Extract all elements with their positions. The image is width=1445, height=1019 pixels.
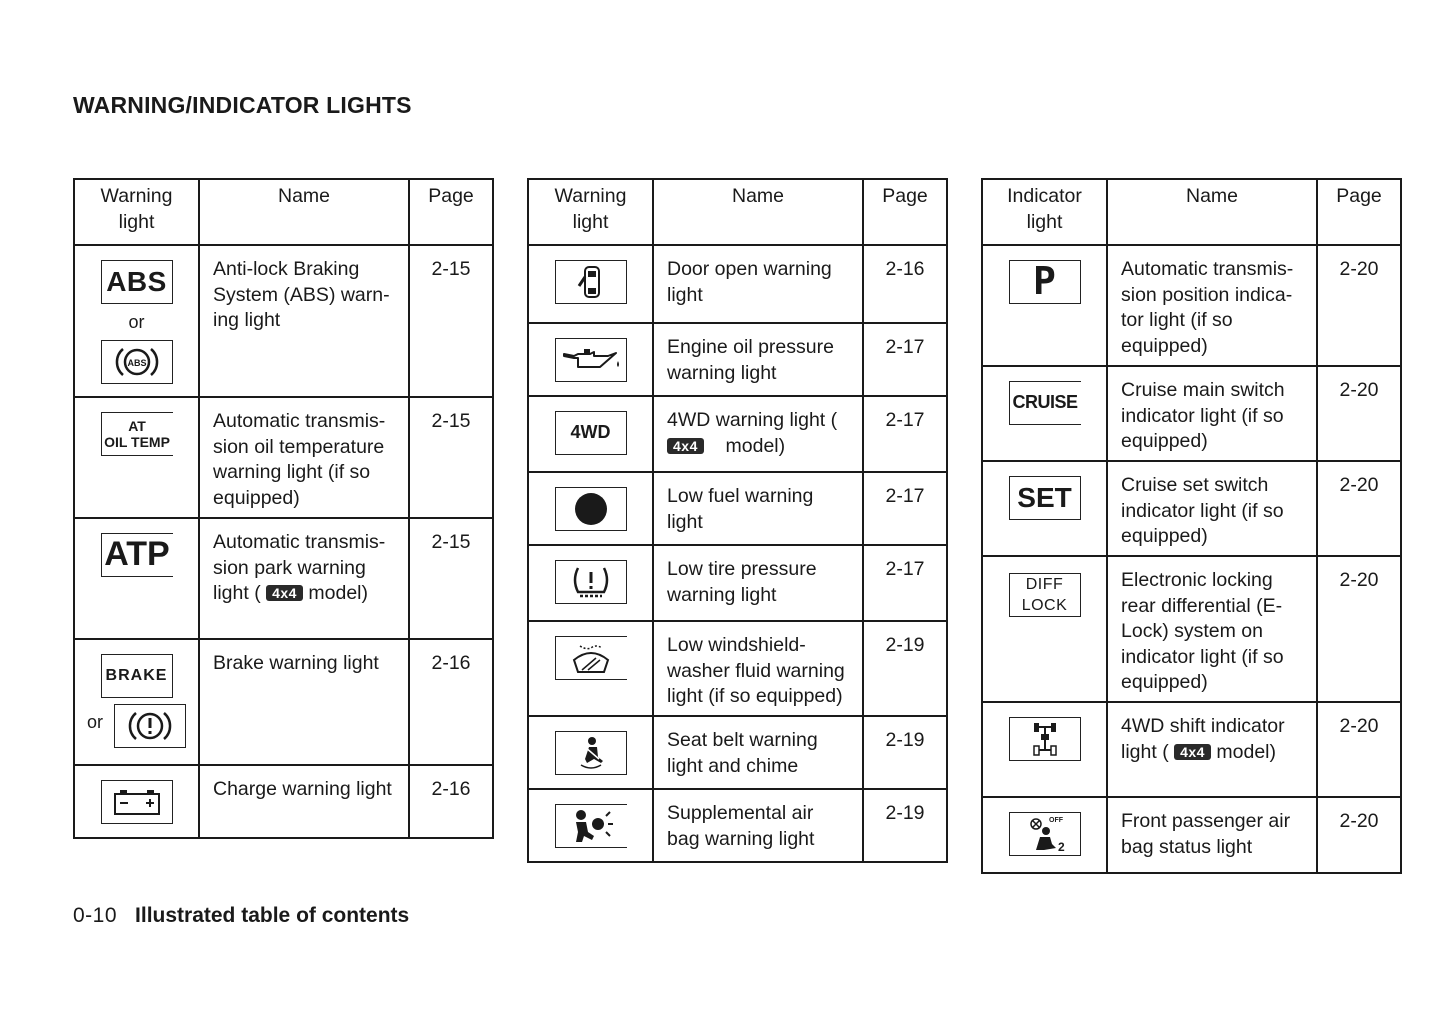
header-page: Page [1317, 179, 1401, 245]
header-indicator-light: Indicator light [982, 179, 1107, 245]
row-name-before: 4WD warning light ( [667, 409, 838, 431]
airbag-icon [555, 804, 627, 848]
warning-lights-table-2 [527, 178, 948, 863]
header-page: Page [409, 179, 493, 245]
table-row [528, 396, 947, 472]
row-page: 2-19 [863, 621, 947, 716]
diff-lock-icon [1009, 573, 1081, 617]
table-row [528, 716, 947, 789]
table-row [528, 323, 947, 396]
section-title: Illustrated table of contents [135, 904, 410, 927]
header-warning-light: Warning light [528, 179, 653, 245]
page-title: WARNING/INDICATOR LIGHTS [73, 92, 412, 118]
set-icon: SET [1009, 476, 1081, 520]
row-name: Seat belt warning light and chime [653, 716, 863, 789]
4x4-badge-icon: 4x4 [1174, 744, 1211, 760]
row-name-before: Automatic transmis-sion park warning light ( [213, 531, 386, 604]
at-oil-temp-icon [101, 412, 173, 456]
tire-pressure-icon [555, 560, 627, 604]
row-name-after: model) [308, 582, 368, 604]
row-page: 2-20 [1317, 366, 1401, 461]
row-name: Supplemental air bag warning light [653, 789, 863, 862]
header-name: Name [1107, 179, 1317, 245]
abs-circle-icon-label: ABS [126, 357, 147, 368]
table-row [982, 702, 1401, 797]
table-row [528, 621, 947, 716]
row-page: 2-15 [409, 397, 493, 518]
row-name: Cruise main switch indicator light (if so equipped) [1107, 366, 1317, 461]
row-name: Anti-lock Braking System (ABS) warn-ing light [199, 245, 409, 397]
diff-lock-line2: LOCK [1021, 597, 1068, 614]
header-page: Page [863, 179, 947, 245]
row-page: 2-17 [863, 323, 947, 396]
4x4-badge-icon: 4x4 [266, 585, 303, 601]
passenger-airbag-off-label: OFF [1048, 817, 1063, 824]
row-name-after: model) [725, 434, 786, 457]
row-name [653, 396, 863, 472]
washer-fluid-icon [555, 636, 627, 680]
row-name: Engine oil pressure warning light [653, 323, 863, 396]
table-row [982, 797, 1401, 873]
row-name-before: 4WD shift indicator light ( [1121, 715, 1285, 763]
4wd-text-icon: 4WD [555, 411, 627, 455]
page-number: 0-10 [73, 904, 118, 927]
at-oil-temp-line2: OIL TEMP [104, 434, 170, 450]
cruise-icon: CRUISE [1009, 381, 1081, 425]
header-warning-light: Warning light [74, 179, 199, 245]
table-row [74, 397, 493, 518]
4wd-shift-icon [1009, 717, 1081, 761]
or-label: or [87, 712, 104, 732]
atp-icon: ATP [101, 533, 173, 577]
table-row [982, 245, 1401, 366]
row-page: 2-20 [1317, 461, 1401, 556]
row-page: 2-16 [409, 765, 493, 838]
row-name: Automatic transmis-sion position indica-tor light (if so equipped) [1107, 245, 1317, 366]
row-name: Low windshield-washer fluid warning light (if so equipped) [653, 621, 863, 716]
brake-text-icon: BRAKE [101, 654, 173, 698]
row-page: 2-16 [863, 245, 947, 323]
park-p-icon: P [1009, 260, 1081, 304]
row-name [1107, 702, 1317, 797]
row-name: Electronic locking rear differential (E-Lock) system on indicator light (if so equipped) [1107, 556, 1317, 702]
row-page: 2-17 [863, 472, 947, 545]
header-name: Name [199, 179, 409, 245]
table-row [74, 765, 493, 838]
table-row [528, 789, 947, 862]
row-name: Front passenger air bag status light [1107, 797, 1317, 873]
abs-text-icon: ABS [101, 260, 173, 304]
header-name: Name [653, 179, 863, 245]
row-page: 2-17 [863, 396, 947, 472]
oil-can-icon [555, 338, 627, 382]
table-row [528, 245, 947, 323]
row-page: 2-15 [409, 518, 493, 639]
row-name: Charge warning light [199, 765, 409, 838]
brake-circle-icon [114, 704, 186, 748]
fuel-dot-icon [555, 487, 627, 531]
warning-lights-table-1 [73, 178, 494, 839]
row-page: 2-20 [1317, 245, 1401, 366]
row-page: 2-20 [1317, 556, 1401, 702]
table-row [528, 472, 947, 545]
row-name [199, 518, 409, 639]
row-page: 2-19 [863, 789, 947, 862]
row-page: 2-17 [863, 545, 947, 621]
row-name: Cruise set switch indicator light (if so equipped) [1107, 461, 1317, 556]
row-name-after: model) [1216, 740, 1276, 763]
table-row [74, 639, 493, 765]
row-page: 2-20 [1317, 702, 1401, 797]
at-oil-temp-line1: AT [128, 418, 146, 434]
row-page: 2-15 [409, 245, 493, 397]
battery-icon [101, 780, 173, 824]
or-label: or [128, 312, 145, 332]
row-page: 2-16 [409, 639, 493, 765]
table-row [528, 545, 947, 621]
row-name: Automatic transmis-sion oil temperature warning light (if so equipped) [199, 397, 409, 518]
table-row [982, 556, 1401, 702]
row-name: Door open warning light [653, 245, 863, 323]
passenger-airbag-off-icon [1009, 812, 1081, 856]
abs-circle-icon [101, 340, 173, 384]
passenger-airbag-num-label: 2 [1057, 840, 1065, 854]
row-page: 2-19 [863, 716, 947, 789]
row-name: Low tire pressure warning light [653, 545, 863, 621]
diff-lock-line1: DIFF [1025, 576, 1064, 593]
4x4-badge-icon: 4x4 [667, 438, 704, 454]
row-name: Brake warning light [199, 639, 409, 765]
page-footer [73, 904, 409, 928]
row-page: 2-20 [1317, 797, 1401, 873]
seat-belt-icon [555, 731, 627, 775]
door-open-icon [555, 260, 627, 304]
table-row [982, 461, 1401, 556]
table-row [982, 366, 1401, 461]
table-row [74, 518, 493, 639]
indicator-lights-table [981, 178, 1402, 874]
table-row [74, 245, 493, 397]
row-name: Low fuel warning light [653, 472, 863, 545]
